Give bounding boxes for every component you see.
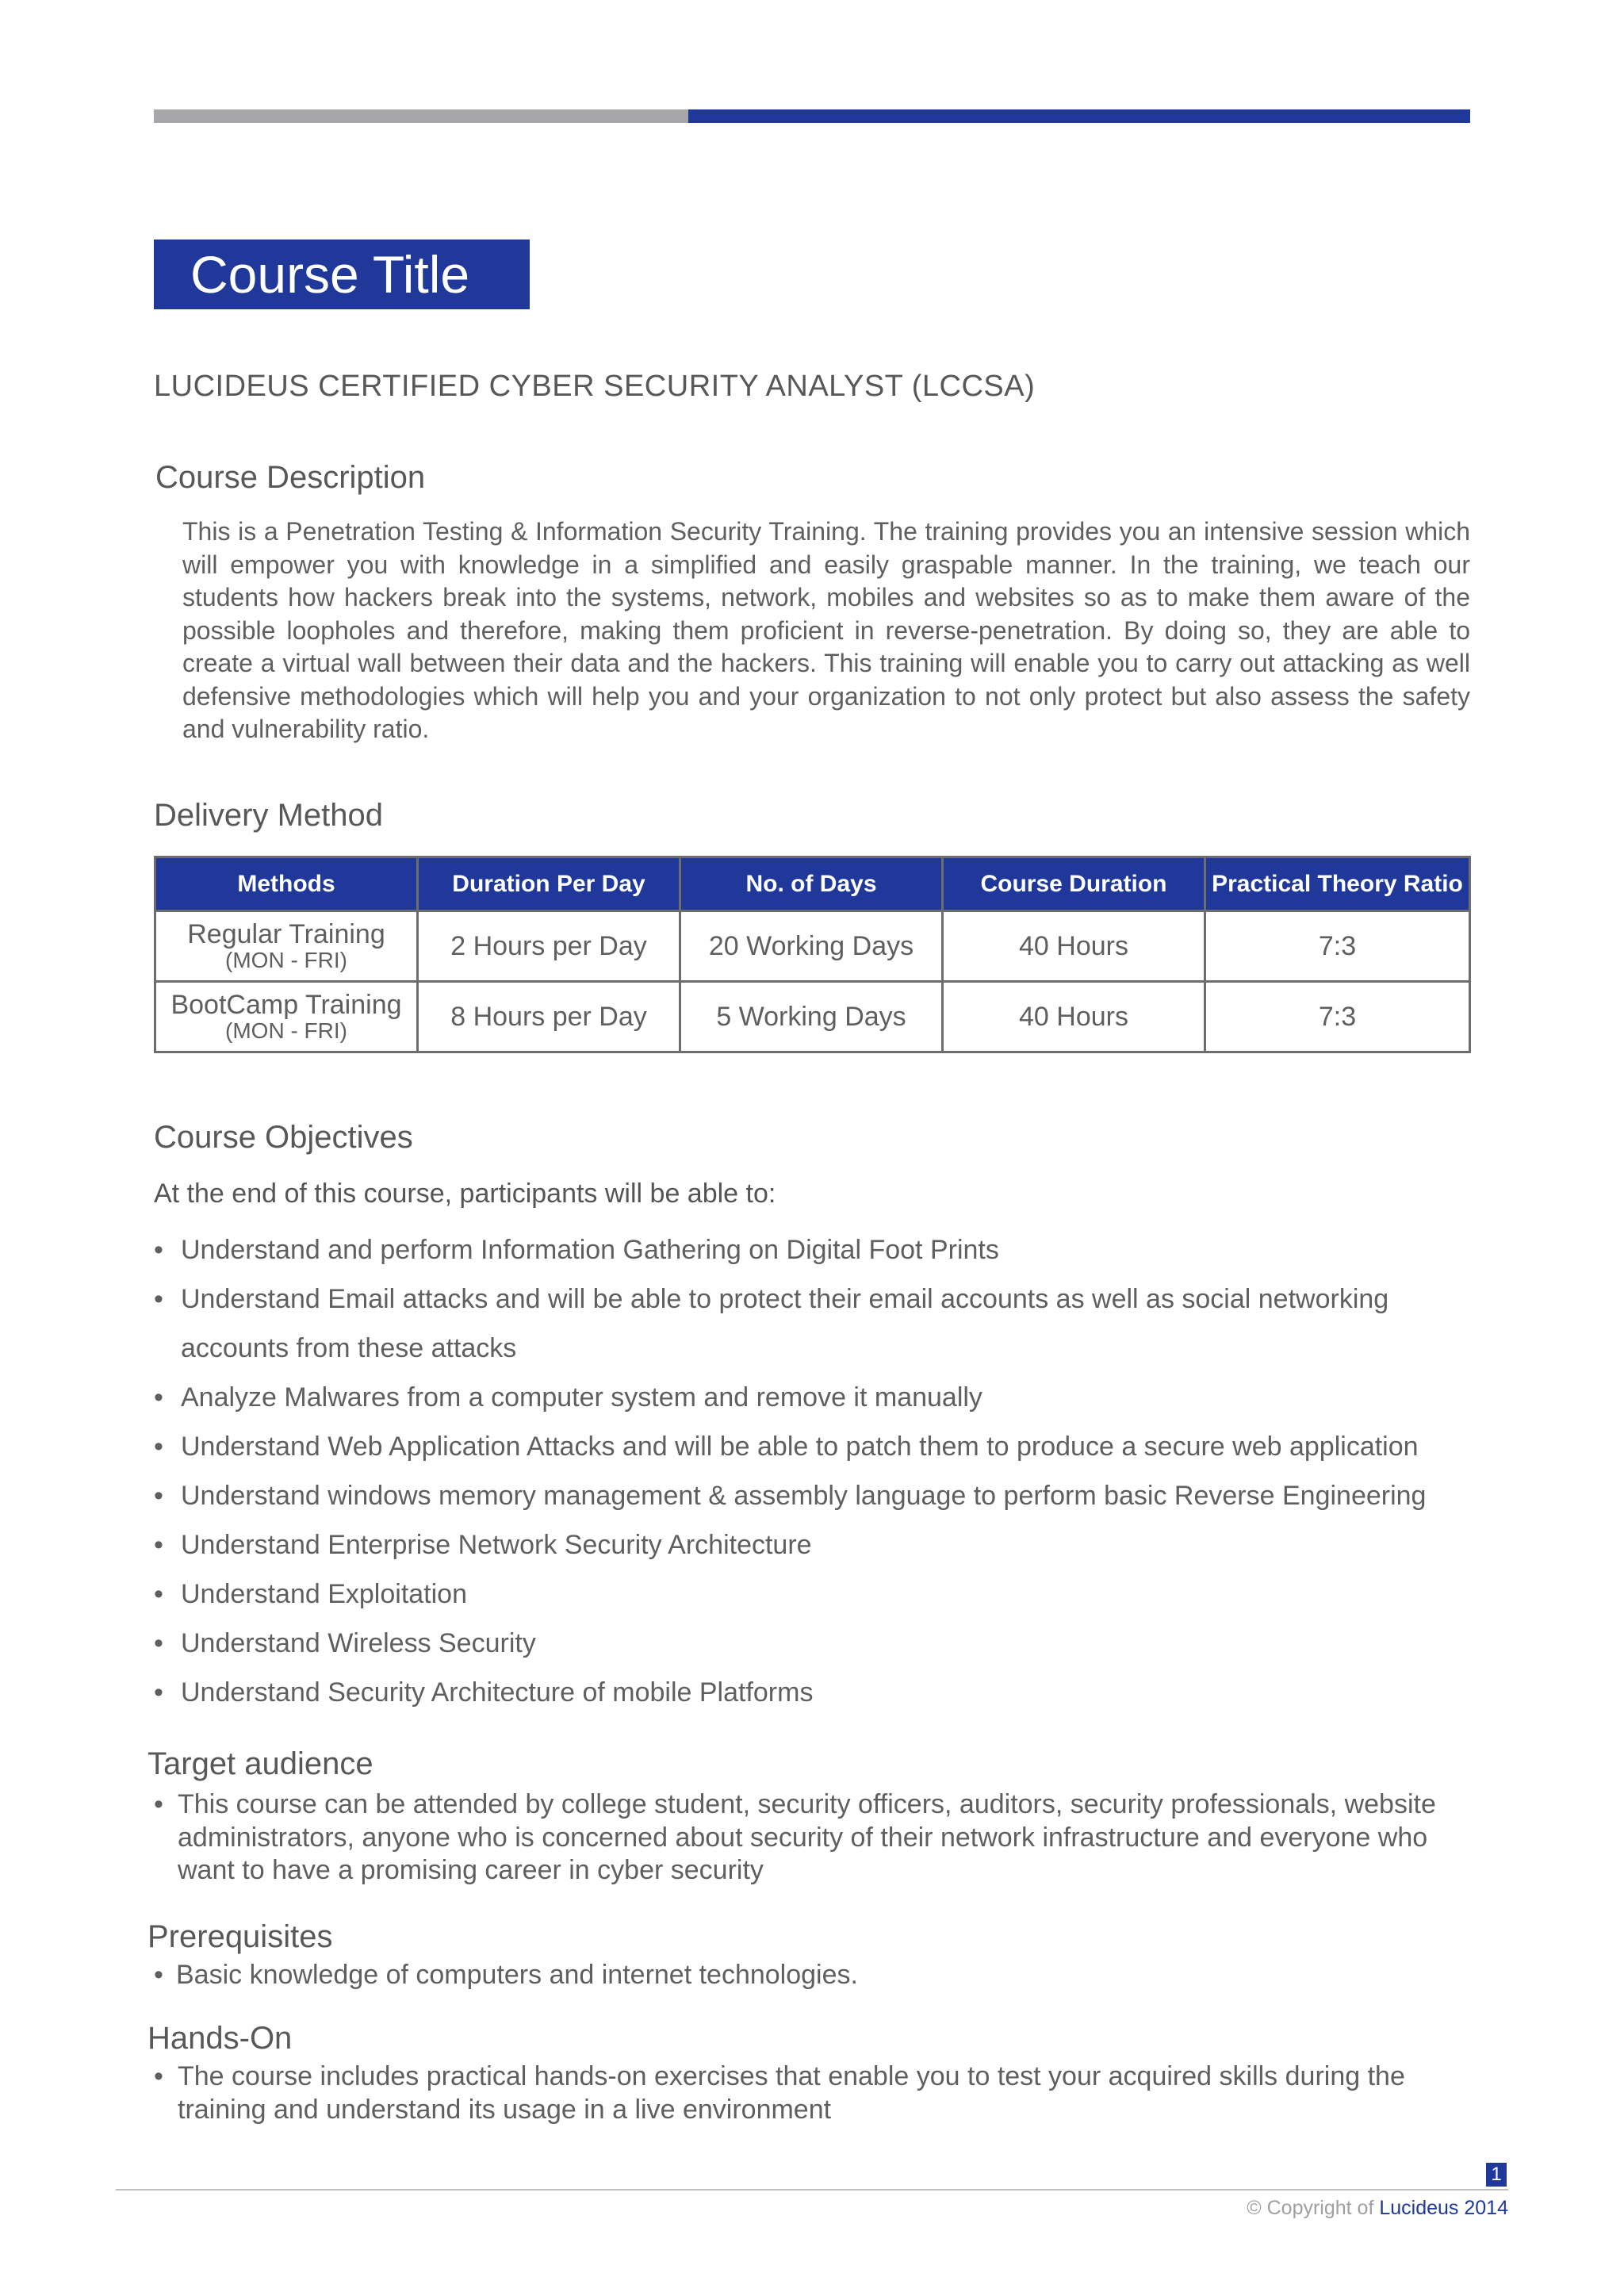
method-days: (MON - FRI)	[225, 1018, 347, 1043]
copyright-brand: Lucideus 2014	[1379, 2197, 1508, 2219]
method-days: (MON - FRI)	[225, 948, 347, 972]
header-bar-blue	[688, 109, 1470, 123]
list-item	[154, 1422, 1486, 1471]
audience-item	[154, 1788, 1462, 1888]
audience-heading: Target audience	[147, 1746, 373, 1781]
bullet: •	[154, 1382, 163, 1412]
bullet: •	[154, 1960, 163, 1990]
table-cell: 40 Hours	[943, 911, 1205, 982]
bullet: •	[154, 1579, 163, 1609]
table-cell: 20 Working Days	[680, 911, 943, 982]
method-name: Regular Training	[187, 919, 385, 949]
bullet: •	[154, 1284, 163, 1314]
list-item	[154, 1619, 1486, 1668]
bullet: •	[154, 1628, 163, 1658]
audience-text: This course can be attended by college student, security officers, auditors, security professionals, website administrators, anyone who is concerned about security of their network infrastructure and everyone who want to have a promising career in cyber security	[178, 1789, 1436, 1885]
list-item-text: Understand Security Architecture of mobile Platforms	[181, 1677, 814, 1708]
table-row	[155, 911, 1470, 982]
description-text: This is a Penetration Testing & Information Security Training. The training provides you an intensive session which will empower you with knowledge in a simplified and easily graspable manner. In the training, we teach our students how hackers break into the systems, network, mobiles and websites so as to make them aware of the possible loopholes and therefore, making them proficient in reverse-penetration. By doing so, they are able to create a virtual wall between their data and the hackers. This training will enable you to carry out attacking as well defensive methodologies which will help you and your organization to not only protect but also assess the safety and vulnerability ratio.	[182, 517, 1470, 743]
bullet: •	[154, 1481, 163, 1511]
course-name: LUCIDEUS CERTIFIED CYBER SECURITY ANALYST (LCCSA)	[154, 370, 1036, 403]
table-cell: 8 Hours per Day	[418, 982, 680, 1052]
table-cell-method	[155, 911, 418, 982]
copyright-prefix: © Copyright of	[1247, 2197, 1380, 2219]
list-item-text: Understand and perform Information Gathering on Digital Foot Prints	[181, 1235, 999, 1265]
list-item-text: Understand Wireless Security	[181, 1628, 536, 1658]
table-cell: 7:3	[1205, 911, 1470, 982]
table-cell: 40 Hours	[943, 982, 1205, 1052]
list-item-text: Understand Exploitation	[181, 1579, 468, 1609]
page-number: 1	[1486, 2163, 1507, 2187]
header-bar-grey	[154, 109, 688, 123]
table-cell: 5 Working Days	[680, 982, 943, 1052]
delivery-table	[154, 856, 1471, 1053]
column-header: Methods	[155, 857, 418, 911]
table-cell: 2 Hours per Day	[418, 911, 680, 982]
list-item	[154, 1471, 1486, 1520]
bullet: •	[154, 1432, 163, 1462]
objectives-heading: Course Objectives	[154, 1120, 413, 1155]
footer-divider	[116, 2189, 1508, 2191]
bullet: •	[154, 2061, 163, 2091]
list-item	[154, 1668, 1486, 1717]
list-item-text: Understand Web Application Attacks and will be able to patch them to produce a secure web application	[181, 1432, 1419, 1462]
list-item	[154, 1570, 1486, 1619]
list-item	[154, 1373, 1486, 1422]
list-item-text: Understand Email attacks and will be able to protect their email accounts as well as social networking accounts from these attacks	[181, 1284, 1389, 1363]
list-item	[154, 1520, 1486, 1570]
list-item-text: Understand Enterprise Network Security Architecture	[181, 1530, 812, 1560]
column-header: Practical Theory Ratio	[1205, 857, 1470, 911]
method-name: BootCamp Training	[170, 990, 402, 1020]
handson-heading: Hands-On	[147, 2021, 293, 2056]
handson-item	[154, 2060, 1462, 2126]
objectives-lead: At the end of this course, participants will be able to:	[154, 1179, 776, 1209]
handson-text: The course includes practical hands-on exercises that enable you to test your acquired skills during the training and understand its usage in a live environment	[178, 2061, 1405, 2125]
objectives-list	[154, 1225, 1486, 1717]
list-item	[154, 1225, 1486, 1274]
list-item-text: Analyze Malwares from a computer system and remove it manually	[181, 1382, 982, 1412]
table-row	[155, 982, 1470, 1052]
column-header: No. of Days	[680, 857, 943, 911]
prerequisites-item	[154, 1959, 1461, 1992]
header-bar	[154, 109, 1470, 123]
bullet: •	[154, 1677, 163, 1708]
table-cell-method	[155, 982, 418, 1052]
list-item	[154, 1274, 1486, 1373]
table-cell: 7:3	[1205, 982, 1470, 1052]
prerequisites-heading: Prerequisites	[147, 1919, 333, 1954]
bullet: •	[154, 1789, 163, 1819]
description-heading: Course Description	[155, 460, 426, 495]
bullet: •	[154, 1530, 163, 1560]
course-title-label: Course Title	[154, 240, 530, 309]
table-header-row	[155, 857, 1470, 911]
delivery-heading: Delivery Method	[154, 798, 384, 833]
copyright-notice	[1247, 2197, 1508, 2220]
column-header: Course Duration	[943, 857, 1205, 911]
bullet: •	[154, 1235, 163, 1265]
column-header: Duration Per Day	[418, 857, 680, 911]
list-item-text: Understand windows memory management & assembly language to perform basic Reverse Engineering	[181, 1481, 1427, 1511]
prerequisites-text: Basic knowledge of computers and internet technologies.	[176, 1960, 858, 1990]
